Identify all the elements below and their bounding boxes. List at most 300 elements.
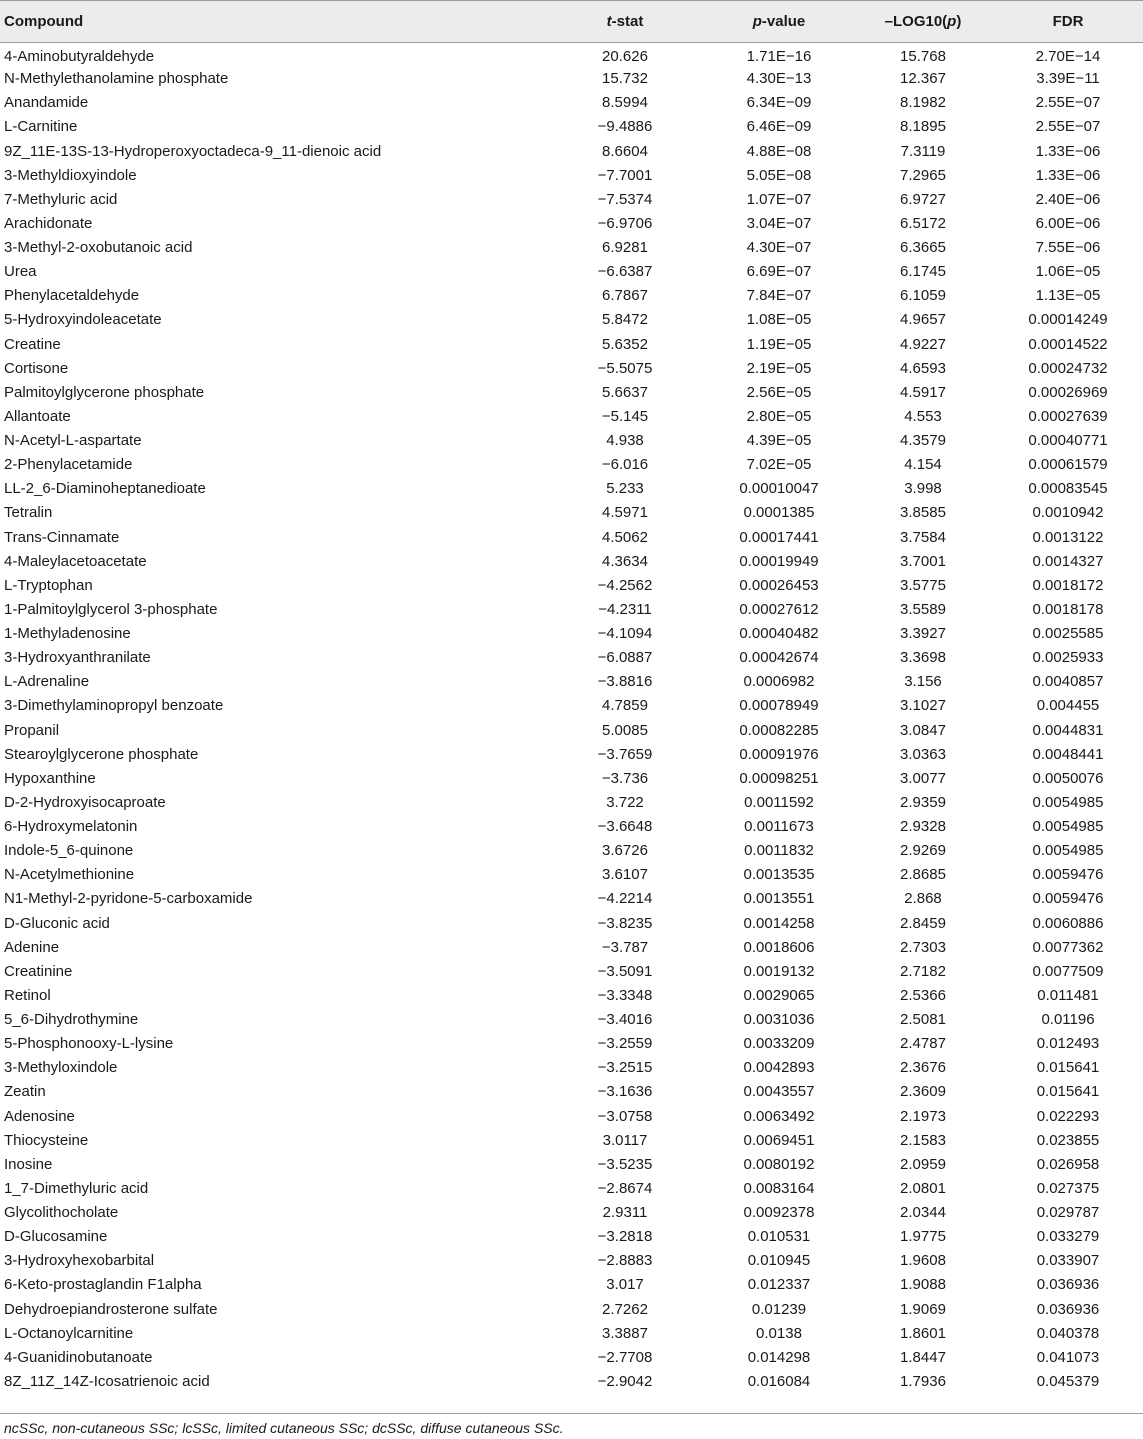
cell-pvalue: 0.0029065 <box>743 986 815 1004</box>
cell-fdr: 0.0018178 <box>1032 600 1104 618</box>
cell-log10p: 4.9657 <box>900 311 946 329</box>
cell-compound: N-Methylethanolamine phosphate <box>4 70 229 88</box>
table-row <box>0 115 1143 139</box>
cell-compound: D-Glucosamine <box>4 1228 108 1246</box>
table-row <box>0 1032 1143 1056</box>
table-row <box>0 404 1143 428</box>
cell-fdr: 0.033279 <box>1036 1228 1100 1246</box>
cell-fdr: 0.00026969 <box>1028 383 1108 401</box>
cell-compound: 2-Phenylacetamide <box>4 456 133 474</box>
cell-log10p: 3.7584 <box>900 528 946 546</box>
table-row <box>0 308 1143 332</box>
cell-log10p: 1.9775 <box>900 1228 946 1246</box>
cell-tstat: 4.3634 <box>602 552 648 570</box>
cell-tstat: 2.9311 <box>602 1204 648 1222</box>
header-log-post: ) <box>956 13 962 30</box>
cell-compound: L-Adrenaline <box>4 673 90 691</box>
table-row <box>0 211 1143 235</box>
cell-tstat: 8.5994 <box>602 94 648 112</box>
cell-tstat: −5.5075 <box>597 359 653 377</box>
cell-tstat: −6.6387 <box>597 263 653 281</box>
cell-log10p: 6.9727 <box>900 190 946 208</box>
cell-tstat: −3.736 <box>601 769 649 787</box>
cell-tstat: −7.7001 <box>597 166 653 184</box>
cell-pvalue: 0.00026453 <box>739 576 819 594</box>
cell-pvalue: 2.19E−05 <box>746 359 812 377</box>
cell-tstat: 6.7867 <box>602 287 648 305</box>
cell-log10p: 1.8447 <box>900 1348 946 1366</box>
cell-fdr: 0.029787 <box>1036 1204 1100 1222</box>
cell-log10p: 7.2965 <box>900 166 946 184</box>
cell-pvalue: 0.0138 <box>756 1324 802 1342</box>
cell-tstat: −3.5091 <box>597 962 653 980</box>
cell-fdr: 3.39E−11 <box>1036 70 1100 88</box>
cell-fdr: 0.00040771 <box>1028 432 1108 450</box>
table-row <box>0 718 1143 742</box>
cell-log10p: 4.553 <box>904 407 942 425</box>
cell-compound: 3-Methyloxindole <box>4 1059 118 1077</box>
table-row <box>0 815 1143 839</box>
cell-compound: 4-Maleylacetoacetate <box>4 552 147 570</box>
cell-fdr: 6.00E−06 <box>1035 214 1101 232</box>
cell-compound: N1-Methyl-2-pyridone-5-carboxamide <box>4 890 253 908</box>
cell-log10p: 1.8601 <box>900 1324 946 1342</box>
cell-pvalue: 0.0042893 <box>743 1059 815 1077</box>
cell-log10p: 2.1973 <box>900 1107 946 1125</box>
cell-log10p: 2.9359 <box>900 793 946 811</box>
cell-log10p: 6.1059 <box>900 287 946 305</box>
cell-pvalue: 0.0001385 <box>743 504 815 522</box>
table-row <box>0 187 1143 211</box>
cell-log10p: 2.5366 <box>900 986 946 1004</box>
cell-tstat: −6.016 <box>601 456 649 474</box>
table-row <box>0 1321 1143 1345</box>
table-row <box>0 236 1143 260</box>
cell-fdr: 7.55E−06 <box>1035 239 1101 257</box>
cell-fdr: 0.041073 <box>1036 1348 1100 1366</box>
cell-log10p: 4.6593 <box>900 359 946 377</box>
cell-log10p: 3.0363 <box>900 745 946 763</box>
header-row <box>0 1 1143 43</box>
table-row <box>0 380 1143 404</box>
cell-compound: Dehydroepiandrosterone sulfate <box>4 1300 218 1318</box>
cell-pvalue: 0.0011832 <box>744 842 814 860</box>
cell-fdr: 0.00014522 <box>1028 335 1108 353</box>
cell-compound: Palmitoylglycerone phosphate <box>4 383 205 401</box>
cell-fdr: 0.0054985 <box>1032 842 1104 860</box>
cell-fdr: 0.011481 <box>1037 986 1099 1004</box>
cell-fdr: 0.015641 <box>1036 1083 1100 1101</box>
cell-fdr: 1.33E−06 <box>1035 142 1101 160</box>
cell-fdr: 0.00061579 <box>1028 456 1108 474</box>
cell-pvalue: 1.08E−05 <box>746 311 812 329</box>
cell-tstat: −3.2818 <box>597 1228 653 1246</box>
cell-log10p: 3.8585 <box>900 504 946 522</box>
table-row <box>0 91 1143 115</box>
table-row <box>0 766 1143 790</box>
cell-fdr: 0.0014327 <box>1032 552 1104 570</box>
cell-fdr: 0.036936 <box>1036 1276 1100 1294</box>
cell-compound: 4-Aminobutyraldehyde <box>4 48 155 66</box>
cell-log10p: 2.3676 <box>900 1059 946 1077</box>
cell-fdr: 0.00014249 <box>1028 311 1108 329</box>
cell-pvalue: 0.0014258 <box>743 914 815 932</box>
cell-tstat: 4.5971 <box>602 504 648 522</box>
cell-fdr: 2.55E−07 <box>1035 94 1101 112</box>
header-pvalue-em: p <box>752 13 762 30</box>
table-row <box>0 646 1143 670</box>
cell-compound: Adenosine <box>4 1107 75 1125</box>
cell-pvalue: 1.19E−05 <box>746 335 812 353</box>
cell-tstat: −3.8816 <box>597 673 653 691</box>
header-log-em: p <box>947 13 957 30</box>
cell-compound: 3-Hydroxyhexobarbital <box>4 1252 155 1270</box>
table-row <box>0 501 1143 525</box>
cell-pvalue: 0.0013535 <box>743 866 815 884</box>
cell-tstat: 4.5062 <box>602 528 648 546</box>
table-row <box>0 1152 1143 1176</box>
cell-fdr: 0.0077509 <box>1032 962 1104 980</box>
cell-fdr: 0.00027639 <box>1028 407 1108 425</box>
cell-compound: D-2-Hydroxyisocaproate <box>4 793 166 811</box>
table-row <box>0 1297 1143 1321</box>
cell-log10p: 1.9069 <box>900 1300 946 1318</box>
cell-pvalue: 0.016084 <box>747 1372 811 1390</box>
cell-log10p: 6.5172 <box>900 214 946 232</box>
cell-log10p: 2.7182 <box>900 962 946 980</box>
table-row <box>0 1104 1143 1128</box>
table-row <box>0 1249 1143 1273</box>
cell-compound: 9Z_11E-13S-13-Hydroperoxyoctadeca-9_11-dienoic acid <box>4 142 382 160</box>
cell-fdr: 0.033907 <box>1036 1252 1100 1270</box>
cell-compound: Anandamide <box>4 94 89 112</box>
table-body <box>0 43 1143 1394</box>
cell-log10p: 15.768 <box>900 48 946 66</box>
cell-compound: 6-Hydroxymelatonin <box>4 818 138 836</box>
cell-pvalue: 4.39E−05 <box>746 432 812 450</box>
cell-pvalue: 2.80E−05 <box>746 407 812 425</box>
cell-tstat: 4.7859 <box>602 697 648 715</box>
cell-log10p: 3.998 <box>904 480 942 498</box>
cell-log10p: 2.0344 <box>900 1204 946 1222</box>
cell-compound: Allantoate <box>4 407 71 425</box>
cell-fdr: 0.012493 <box>1036 1035 1100 1053</box>
cell-log10p: 8.1895 <box>900 118 946 136</box>
cell-compound: Trans-Cinnamate <box>4 528 120 546</box>
cell-fdr: 0.0054985 <box>1032 818 1104 836</box>
cell-log10p: 4.154 <box>904 456 942 474</box>
cell-fdr: 0.0050076 <box>1032 769 1104 787</box>
cell-log10p: 2.8685 <box>900 866 946 884</box>
cell-compound: Inosine <box>4 1155 53 1173</box>
cell-pvalue: 0.0019132 <box>743 962 815 980</box>
cell-tstat: −3.7659 <box>597 745 653 763</box>
cell-fdr: 0.0077362 <box>1032 938 1104 956</box>
cell-tstat: −9.4886 <box>597 118 653 136</box>
cell-compound: N-Acetyl-L-aspartate <box>4 432 142 450</box>
cell-pvalue: 0.00019949 <box>739 552 819 570</box>
cell-tstat: −3.0758 <box>597 1107 653 1125</box>
table-row <box>0 260 1143 284</box>
table-row <box>0 1080 1143 1104</box>
cell-fdr: 0.027375 <box>1036 1179 1100 1197</box>
cell-log10p: 2.7303 <box>900 938 946 956</box>
cell-pvalue: 0.0092378 <box>743 1204 815 1222</box>
cell-pvalue: 3.04E−07 <box>746 214 812 232</box>
cell-compound: 5-Phosphonooxy-L-lysine <box>4 1035 174 1053</box>
cell-fdr: 0.0054985 <box>1032 793 1104 811</box>
cell-log10p: 4.9227 <box>900 335 946 353</box>
cell-log10p: 8.1982 <box>900 94 946 112</box>
cell-log10p: 2.0959 <box>900 1155 946 1173</box>
cell-pvalue: 0.00091976 <box>739 745 819 763</box>
cell-compound: Urea <box>4 263 37 281</box>
table-row <box>0 1201 1143 1225</box>
cell-tstat: −3.4016 <box>597 1011 653 1029</box>
cell-compound: 5-Hydroxyindoleacetate <box>4 311 162 329</box>
cell-pvalue: 0.010945 <box>747 1252 811 1270</box>
table-row <box>0 573 1143 597</box>
cell-tstat: −2.8674 <box>597 1179 653 1197</box>
cell-pvalue: 0.0031036 <box>743 1011 815 1029</box>
cell-pvalue: 6.34E−09 <box>746 94 812 112</box>
cell-compound: Glycolithocholate <box>4 1204 119 1222</box>
cell-fdr: 0.015641 <box>1036 1059 1100 1077</box>
cell-compound: 4-Guanidinobutanoate <box>4 1348 153 1366</box>
cell-tstat: 3.017 <box>606 1276 644 1294</box>
cell-compound: Zeatin <box>4 1083 46 1101</box>
cell-compound: N-Acetylmethionine <box>4 866 135 884</box>
table-row <box>0 911 1143 935</box>
cell-tstat: −3.8235 <box>597 914 653 932</box>
cell-compound: 8Z_11Z_14Z-Icosatrienoic acid <box>4 1372 210 1390</box>
cell-compound: Adenine <box>4 938 60 956</box>
table-row <box>0 43 1143 67</box>
cell-fdr: 0.0018172 <box>1032 576 1104 594</box>
cell-fdr: 0.00083545 <box>1028 480 1108 498</box>
cell-tstat: −6.9706 <box>597 214 653 232</box>
cell-log10p: 3.0847 <box>900 721 946 739</box>
table-row <box>0 790 1143 814</box>
cell-compound: 1-Methyladenosine <box>4 625 131 643</box>
cell-pvalue: 5.05E−08 <box>746 166 812 184</box>
header-pvalue <box>705 1 853 43</box>
cell-tstat: −5.145 <box>601 407 649 425</box>
cell-compound: L-Tryptophan <box>4 576 93 594</box>
cell-fdr: 0.0025933 <box>1032 649 1104 667</box>
table-row <box>0 1273 1143 1297</box>
cell-fdr: 0.0044831 <box>1032 721 1104 739</box>
table-row <box>0 742 1143 766</box>
cell-tstat: 5.233 <box>606 480 644 498</box>
table-row <box>0 839 1143 863</box>
cell-fdr: 1.13E−05 <box>1035 287 1101 305</box>
cell-pvalue: 0.0043557 <box>743 1083 815 1101</box>
cell-fdr: 0.0025585 <box>1032 625 1104 643</box>
cell-pvalue: 0.010531 <box>747 1228 811 1246</box>
cell-pvalue: 7.84E−07 <box>746 287 812 305</box>
cell-tstat: −2.9042 <box>597 1372 653 1390</box>
cell-pvalue: 4.30E−07 <box>746 239 812 257</box>
cell-pvalue: 0.0018606 <box>743 938 815 956</box>
cell-tstat: 4.938 <box>606 432 644 450</box>
cell-tstat: −3.1636 <box>597 1083 653 1101</box>
cell-log10p: 3.5589 <box>900 600 946 618</box>
cell-compound: LL-2_6-Diaminoheptanedioate <box>4 480 206 498</box>
cell-pvalue: 1.07E−07 <box>746 190 812 208</box>
cell-fdr: 0.004455 <box>1036 697 1100 715</box>
cell-log10p: 2.9328 <box>900 818 946 836</box>
cell-tstat: 3.6726 <box>602 842 648 860</box>
cell-pvalue: 0.0006982 <box>743 673 815 691</box>
cell-tstat: 3.722 <box>606 793 644 811</box>
cell-tstat: 6.9281 <box>602 239 648 257</box>
cell-pvalue: 0.0080192 <box>743 1155 815 1173</box>
cell-tstat: −3.787 <box>601 938 649 956</box>
cell-fdr: 0.0048441 <box>1032 745 1104 763</box>
table-row <box>0 983 1143 1007</box>
cell-fdr: 0.0059476 <box>1032 890 1104 908</box>
cell-fdr: 2.40E−06 <box>1035 190 1101 208</box>
cell-fdr: 0.023855 <box>1036 1131 1100 1149</box>
cell-compound: 3-Dimethylaminopropyl benzoate <box>4 697 224 715</box>
cell-log10p: 3.0077 <box>900 769 946 787</box>
cell-tstat: 8.6604 <box>602 142 648 160</box>
table-row <box>0 1056 1143 1080</box>
cell-log10p: 4.3579 <box>900 432 946 450</box>
cell-log10p: 7.3119 <box>900 142 946 160</box>
table-row <box>0 139 1143 163</box>
cell-compound: Hypoxanthine <box>4 769 96 787</box>
cell-pvalue: 4.88E−08 <box>746 142 812 160</box>
cell-fdr: 1.33E−06 <box>1035 166 1101 184</box>
cell-compound: 7-Methyluric acid <box>4 190 118 208</box>
table-row <box>0 429 1143 453</box>
table-row <box>0 959 1143 983</box>
cell-tstat: −3.6648 <box>597 818 653 836</box>
cell-tstat: 2.7262 <box>602 1300 648 1318</box>
cell-tstat: 5.6352 <box>602 335 648 353</box>
cell-compound: Thiocysteine <box>4 1131 89 1149</box>
table-row <box>0 863 1143 887</box>
cell-fdr: 0.0060886 <box>1032 914 1104 932</box>
table-row <box>0 1176 1143 1200</box>
header-tstat <box>545 1 705 43</box>
cell-pvalue: 0.00042674 <box>739 649 819 667</box>
cell-log10p: 2.8459 <box>900 914 946 932</box>
cell-compound: Creatine <box>4 335 61 353</box>
cell-tstat: −2.7708 <box>597 1348 653 1366</box>
cell-pvalue: 0.0011673 <box>744 818 814 836</box>
cell-compound: 3-Methyl-2-oxobutanoic acid <box>4 239 193 257</box>
header-fdr: FDR <box>1052 13 1084 30</box>
table-row <box>0 453 1143 477</box>
cell-compound: 1-Palmitoylglycerol 3-phosphate <box>4 600 218 618</box>
table-row <box>0 477 1143 501</box>
cell-tstat: 20.626 <box>602 48 648 66</box>
cell-compound: 6-Keto-prostaglandin F1alpha <box>4 1276 202 1294</box>
cell-tstat: −4.2562 <box>597 576 653 594</box>
cell-log10p: 3.3698 <box>900 649 946 667</box>
cell-tstat: −6.0887 <box>597 649 653 667</box>
table-row <box>0 1345 1143 1369</box>
cell-compound: Retinol <box>4 986 51 1004</box>
cell-log10p: 6.3665 <box>900 239 946 257</box>
table-row <box>0 284 1143 308</box>
cell-compound: L-Octanoylcarnitine <box>4 1324 134 1342</box>
cell-pvalue: 0.0033209 <box>743 1035 815 1053</box>
table-footnote: ncSSc, non-cutaneous SSc; lcSSc, limited cutaneous SSc; dcSSc, diffuse cutaneous SSc. <box>4 1420 564 1436</box>
cell-log10p: 3.156 <box>904 673 942 691</box>
cell-pvalue: 0.0011592 <box>744 793 814 811</box>
cell-compound: L-Carnitine <box>4 118 78 136</box>
cell-log10p: 3.3927 <box>900 625 946 643</box>
cell-fdr: 0.01196 <box>1041 1011 1095 1029</box>
cell-log10p: 2.1583 <box>900 1131 946 1149</box>
cell-log10p: 3.7001 <box>900 552 946 570</box>
cell-log10p: 3.5775 <box>900 576 946 594</box>
header-log10p <box>853 1 993 43</box>
cell-pvalue: 0.0083164 <box>743 1179 815 1197</box>
table-row <box>0 163 1143 187</box>
cell-compound: Phenylacetaldehyde <box>4 287 140 305</box>
cell-log10p: 1.9088 <box>900 1276 946 1294</box>
cell-fdr: 0.026958 <box>1036 1155 1100 1173</box>
cell-compound: 3-Hydroxyanthranilate <box>4 649 151 667</box>
table-row <box>0 694 1143 718</box>
table-row <box>0 887 1143 911</box>
header-log-pre: –LOG10( <box>884 13 948 30</box>
cell-log10p: 6.1745 <box>900 263 946 281</box>
cell-log10p: 4.5917 <box>900 383 946 401</box>
cell-log10p: 3.1027 <box>900 697 946 715</box>
cell-tstat: −4.1094 <box>597 625 653 643</box>
header-tstat-rest: -stat <box>611 13 644 30</box>
cell-compound: 5_6-Dihydrothymine <box>4 1011 139 1029</box>
cell-tstat: 5.6637 <box>602 383 648 401</box>
cell-pvalue: 0.00010047 <box>739 480 819 498</box>
cell-tstat: −3.2515 <box>597 1059 653 1077</box>
cell-pvalue: 7.02E−05 <box>746 456 812 474</box>
table-row <box>0 622 1143 646</box>
cell-pvalue: 0.0063492 <box>743 1107 815 1125</box>
cell-fdr: 2.70E−14 <box>1035 48 1101 66</box>
header-compound: Compound <box>4 13 84 30</box>
cell-compound: Arachidonate <box>4 214 93 232</box>
cell-fdr: 0.00024732 <box>1028 359 1108 377</box>
cell-fdr: 0.022293 <box>1036 1107 1100 1125</box>
cell-log10p: 2.868 <box>904 890 942 908</box>
table-row <box>0 597 1143 621</box>
cell-log10p: 2.5081 <box>900 1011 946 1029</box>
cell-tstat: 5.0085 <box>602 721 648 739</box>
cell-pvalue: 0.00017441 <box>739 528 819 546</box>
cell-fdr: 0.0010942 <box>1032 504 1104 522</box>
cell-fdr: 0.0059476 <box>1032 866 1104 884</box>
bottom-rule <box>0 1413 1143 1414</box>
cell-log10p: 2.4787 <box>900 1035 946 1053</box>
cell-fdr: 0.0040857 <box>1032 673 1104 691</box>
cell-compound: Creatinine <box>4 962 73 980</box>
cell-compound: Tetralin <box>4 504 53 522</box>
table-header <box>0 1 1143 43</box>
cell-tstat: −3.2559 <box>597 1035 653 1053</box>
cell-log10p: 2.3609 <box>900 1083 946 1101</box>
cell-pvalue: 0.00078949 <box>739 697 819 715</box>
cell-pvalue: 0.0069451 <box>743 1131 815 1149</box>
cell-pvalue: 4.30E−13 <box>746 70 812 88</box>
cell-fdr: 0.040378 <box>1036 1324 1100 1342</box>
